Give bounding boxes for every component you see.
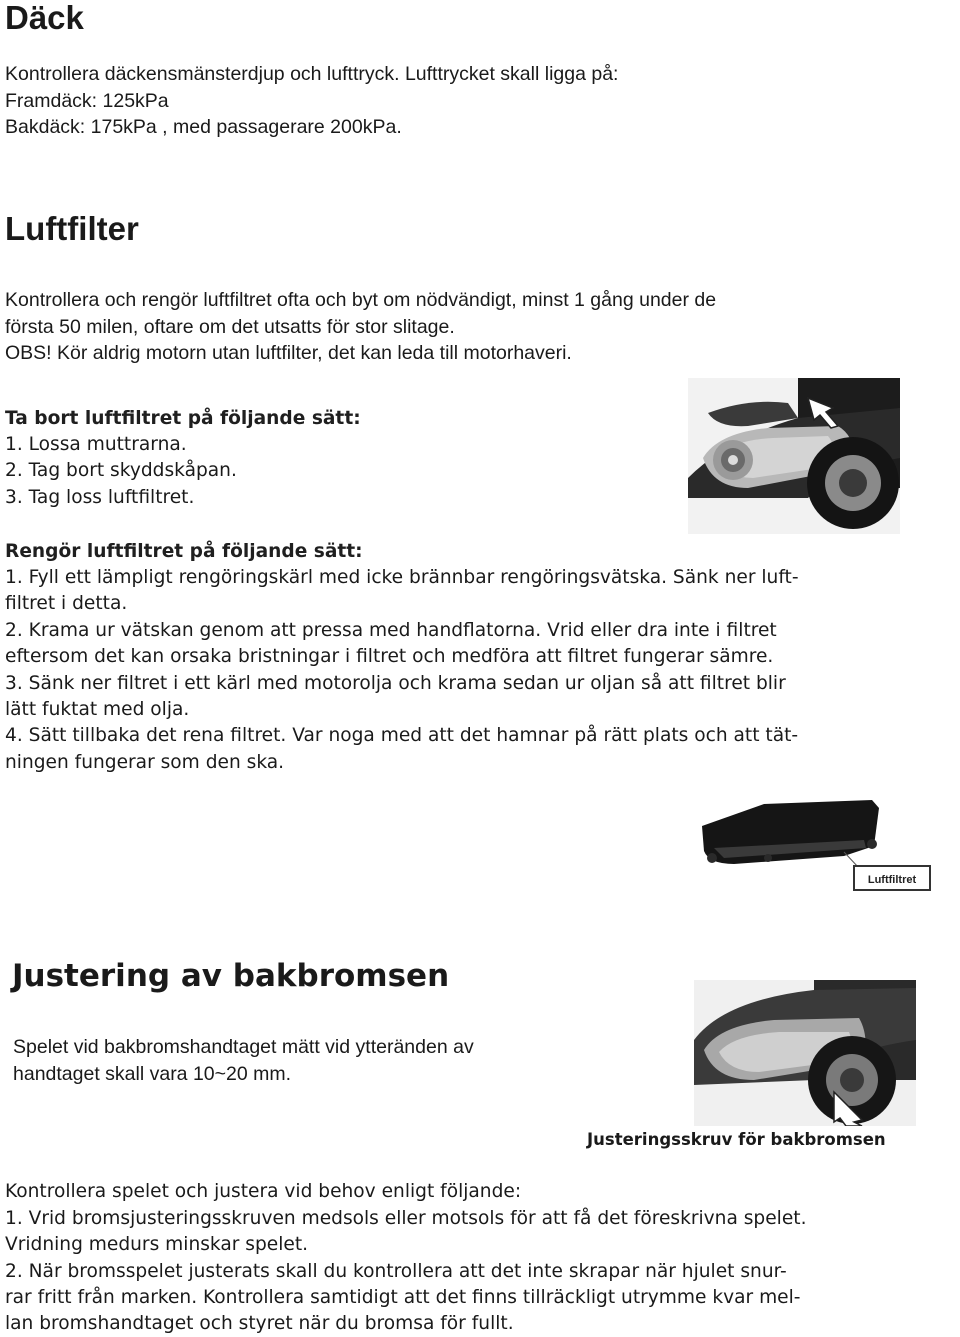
clean-line: 4. Sätt tillbaka det rena filtret. Var noga med att det hamnar på rätt plats och att tät-	[5, 725, 799, 746]
rear-brake-step-line: 1. Vrid bromsjusteringsskruven medsols eller motsols för att få det föreskrivna spelet.	[5, 1208, 807, 1229]
remove-step: 1. Lossa muttrarna.	[5, 434, 187, 455]
air-filter-intro-line: Kontrollera och rengör luftfiltret ofta och byt om nödvändigt, minst 1 gång under de	[5, 289, 717, 311]
rear-brake-step-line: Vridning medurs minskar spelet.	[5, 1234, 309, 1255]
rear-brake-heading: Justering av bakbromsen	[12, 958, 450, 994]
scooter-air-filter-photo	[688, 378, 900, 534]
tires-text-line: Framdäck: 125kPa	[5, 90, 169, 112]
rear-brake-step-line: 2. När bromsspelet justerats skall du kontrollera att det inte skrapar när hjulet snur-	[5, 1261, 787, 1282]
tires-text-line: Kontrollera däckensmänsterdjup och lufttryck. Lufttrycket skall ligga på:	[5, 63, 619, 85]
rear-brake-step-line: lan bromshandtaget och styret när du bromsa för fullt.	[5, 1313, 514, 1334]
rear-brake-caption: Justeringsskruv för bakbromsen	[587, 1130, 886, 1149]
rear-brake-photo	[694, 980, 916, 1126]
clean-line: 2. Krama ur vätskan genom att pressa med handflatorna. Vrid eller dra inte i filtret	[5, 620, 777, 641]
rear-brake-step-line: rar fritt från marken. Kontrollera samtidigt att det finns tillräckligt utrymme kvar mel-	[5, 1287, 801, 1308]
clean-line: filtret i detta.	[5, 593, 128, 614]
rear-brake-step-line: Kontrollera spelet och justera vid behov enligt följande:	[5, 1181, 522, 1202]
air-filter-intro-line: OBS! Kör aldrig motorn utan luftfilter, det kan leda till motorhaveri.	[5, 342, 572, 364]
clean-line: 1. Fyll ett lämpligt rengöringskärl med icke brännbar rengöringsvätska. Sänk ner luft-	[5, 567, 799, 588]
air-filter-label: Luftfiltret	[867, 874, 917, 886]
air-filter-intro-line: första 50 milen, oftare om det utsatts för stor slitage.	[5, 316, 455, 338]
tires-text-line: Bakdäck: 175kPa , med passagerare 200kPa.	[5, 116, 402, 138]
air-filter-heading: Luftfilter	[5, 210, 139, 247]
clean-line: lätt fuktat med olja.	[5, 699, 190, 720]
clean-line: ningen fungerar som den ska.	[5, 752, 285, 773]
clean-line: eftersom det kan orsaka bristningar i filtret och medföra att filtret fungerar sämre.	[5, 646, 774, 667]
tires-heading: Däck	[5, 0, 84, 36]
remove-step: 2. Tag bort skyddskåpan.	[5, 460, 237, 481]
rear-brake-intro-line: handtaget skall vara 10~20 mm.	[13, 1063, 292, 1085]
clean-line: 3. Sänk ner filtret i ett kärl med motorolja och krama sedan ur oljan så att filtret blir	[5, 673, 786, 694]
clean-filter-subheading: Rengör luftfiltret på följande sätt:	[5, 541, 363, 562]
air-filter-element-photo	[694, 796, 934, 896]
rear-brake-intro-line: Spelet vid bakbromshandtaget mätt vid ytteränden av	[13, 1036, 474, 1058]
remove-filter-subheading: Ta bort luftfiltret på följande sätt:	[5, 408, 361, 429]
remove-step: 3. Tag loss luftfiltret.	[5, 487, 195, 508]
